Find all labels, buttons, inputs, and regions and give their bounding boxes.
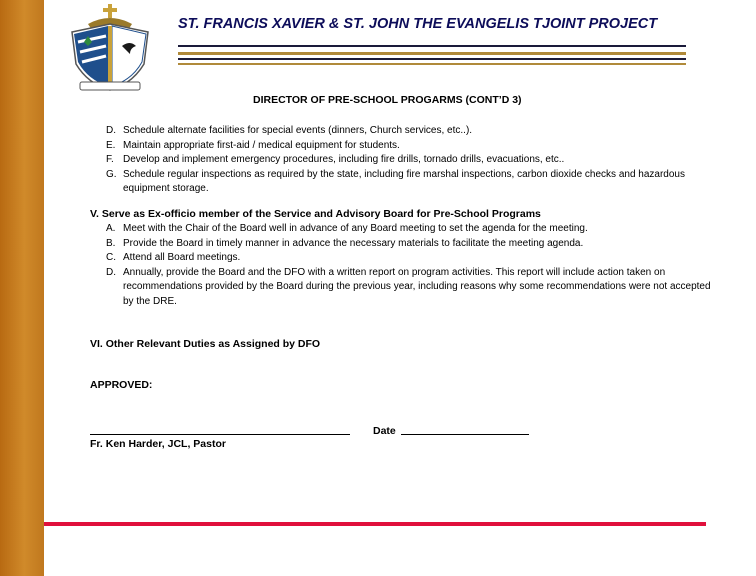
list-text: Schedule regular inspections as required by the state, including fire marshal inspections, carbon dioxide checks and hazardous equipment storage. [123, 168, 685, 194]
list-text: Maintain appropriate first-aid / medical equipment for students. [123, 139, 400, 151]
crest-ribbon [80, 82, 140, 90]
list-marker: A. [106, 223, 116, 234]
header-rule-4 [178, 63, 686, 65]
list-text: Provide the Board in timely manner in advance the necessary materials to facilitate the meeting agenda. [123, 237, 584, 249]
list-marker: E. [106, 139, 116, 151]
signatory-name: Fr. Ken Harder, JCL, Pastor [90, 438, 226, 450]
section-v-heading: V. Serve as Ex-officio member of the Service and Advisory Board for Pre-School Programs [90, 208, 541, 220]
list-marker: F. [106, 154, 114, 165]
list-item [106, 237, 718, 252]
header-rule-3 [178, 58, 686, 60]
crest-cross-horizontal [103, 8, 117, 12]
crest-center-staff [108, 26, 112, 88]
section-vi-heading: VI. Other Relevant Duties as Assigned by DFO [90, 338, 321, 350]
list-text: Schedule alternate facilities for special events (dinners, Church services, etc..). [123, 125, 473, 136]
section-heading: DIRECTOR OF PRE-SCHOOL PROGARMS (CONT’D 3) [253, 94, 522, 106]
header-rule-2 [178, 52, 686, 55]
list-text: Annually, provide the Board and the DFO with a written report on program activities. This report will include action taken on recommendations provided by the Board during the previous year, including reasons why some recommendations were not accepted by the DRE. [123, 266, 711, 307]
list-marker: G. [106, 168, 117, 180]
list-marker: C. [106, 252, 116, 263]
list-item [106, 124, 718, 139]
list-item [106, 222, 718, 237]
list-marker: D. [106, 266, 116, 278]
board-duties-list [106, 222, 718, 309]
signature-line [90, 434, 350, 435]
approved-label: APPROVED: [90, 379, 153, 391]
list-item [106, 139, 718, 154]
list-text: Develop and implement emergency procedures, including fire drills, tornado drills, evacuations, etc.. [123, 154, 565, 165]
list-item [106, 266, 718, 310]
date-line [401, 434, 529, 435]
left-sidebar-band [0, 0, 44, 576]
list-item [106, 168, 718, 197]
list-text: Meet with the Chair of the Board well in advance of any Board meeting to set the agenda for the meeting. [123, 223, 588, 234]
list-marker: D. [106, 125, 116, 136]
list-text: Attend all Board meetings. [123, 252, 241, 263]
footer-rule [44, 522, 706, 526]
crest-shield-right [112, 26, 146, 86]
list-marker: B. [106, 237, 116, 249]
page-title: ST. FRANCIS XAVIER & ST. JOHN THE EVANGELIS TJOINT PROJECT [178, 16, 658, 32]
list-item [106, 251, 718, 266]
date-label: Date [373, 425, 396, 437]
header-rule-1 [178, 45, 686, 47]
duties-list-d-to-g [106, 124, 718, 197]
parish-crest-icon [62, 2, 158, 96]
list-item [106, 153, 718, 168]
